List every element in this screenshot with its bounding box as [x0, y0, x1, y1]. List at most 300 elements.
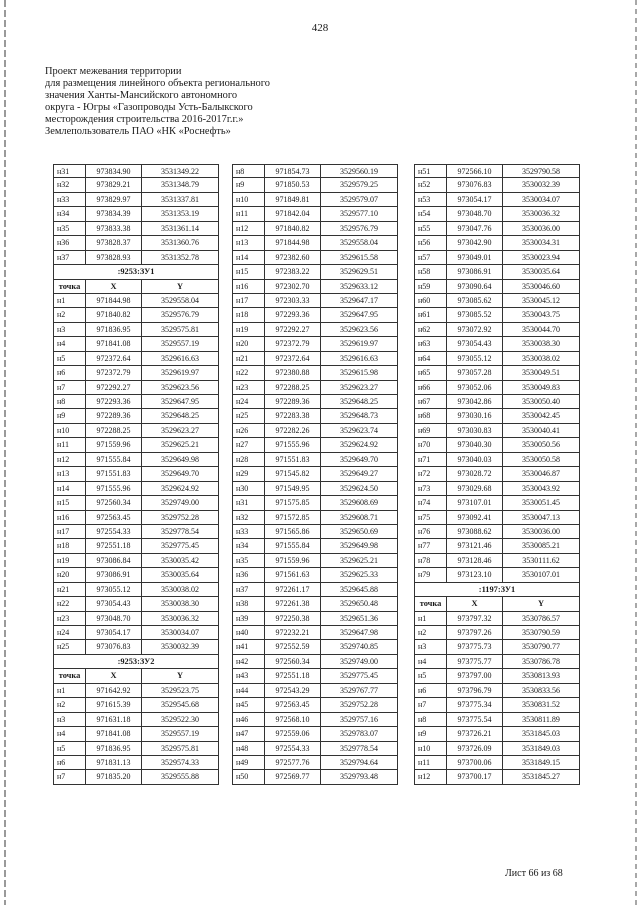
- x-coordinate: 972563.45: [86, 511, 142, 524]
- x-coordinate: 973828.37: [86, 236, 142, 249]
- table-row: [53, 308, 219, 322]
- point-label: н67: [415, 395, 447, 408]
- x-coordinate: 972568.10: [265, 713, 321, 726]
- point-label: н10: [415, 742, 447, 755]
- y-coordinate: 3529615.98: [340, 368, 378, 378]
- x-coordinate: 971575.85: [265, 496, 321, 509]
- x-coordinate: 972566.10: [447, 165, 503, 177]
- y-coordinate: 3529649.98: [340, 541, 378, 551]
- y-coordinate: 3529558.04: [340, 238, 378, 248]
- point-label: н34: [54, 207, 86, 220]
- table-row: [414, 554, 580, 568]
- y-coordinate: 3531353.19: [161, 209, 199, 219]
- x-coordinate: 973833.38: [86, 222, 142, 235]
- x-coordinate: 971840.82: [265, 222, 321, 235]
- point-label: н5: [415, 669, 447, 682]
- y-coordinate: 3529649.70: [340, 454, 378, 464]
- y-coordinate: 3529608.71: [340, 512, 378, 522]
- table-row: [232, 698, 398, 712]
- x-coordinate: 972559.06: [265, 727, 321, 740]
- y-coordinate: 3530032.39: [522, 180, 560, 190]
- heading-line: месторождения строительства 2016-2017г.г.»: [45, 114, 244, 126]
- x-coordinate: 971551.83: [265, 453, 321, 466]
- point-label: н50: [233, 770, 265, 783]
- point-label: н20: [54, 568, 86, 581]
- point-label: н2: [54, 308, 86, 321]
- y-coordinate: 3529778.54: [340, 743, 378, 753]
- x-coordinate: 972289.36: [86, 409, 142, 422]
- x-coordinate: 971561.63: [265, 568, 321, 581]
- y-coordinate: 3530038.02: [522, 353, 560, 363]
- x-coordinate: 973052.06: [447, 381, 503, 394]
- y-coordinate: 3529557.19: [161, 729, 199, 739]
- table-row: [53, 640, 219, 654]
- y-coordinate: 3529623.27: [340, 382, 378, 392]
- x-coordinate: 973030.16: [447, 409, 503, 422]
- x-coordinate: 972383.22: [265, 265, 321, 278]
- y-coordinate: 3529557.19: [161, 339, 199, 349]
- x-coordinate: 973042.86: [447, 395, 503, 408]
- table-row: [53, 453, 219, 467]
- point-label: н10: [54, 424, 86, 437]
- table-row: [414, 280, 580, 294]
- table-row: [414, 178, 580, 192]
- table-row: [53, 539, 219, 553]
- x-coordinate: 972372.64: [265, 352, 321, 365]
- table-row: [414, 756, 580, 770]
- x-coordinate: 973054.17: [86, 626, 142, 639]
- x-coordinate: 973123.10: [447, 568, 503, 581]
- table-row: [53, 207, 219, 221]
- y-coordinate: 3529649.70: [161, 469, 199, 479]
- y-coordinate: 3529752.28: [161, 512, 199, 522]
- x-coordinate: 972293.36: [265, 308, 321, 321]
- point-label: н31: [233, 496, 265, 509]
- x-coordinate: 973090.64: [447, 280, 503, 293]
- table-row: [53, 626, 219, 640]
- y-coordinate: 3529647.17: [340, 295, 378, 305]
- point-label: н15: [54, 496, 86, 509]
- y-coordinate: 3529647.95: [340, 310, 378, 320]
- point-label: н53: [415, 193, 447, 206]
- point-label: н17: [54, 525, 86, 538]
- x-coordinate: 972552.59: [265, 640, 321, 653]
- y-coordinate: 3529579.25: [340, 180, 378, 190]
- x-coordinate: 973107.01: [447, 496, 503, 509]
- header-point: точка: [415, 597, 447, 610]
- x-coordinate: 971836.95: [86, 742, 142, 755]
- point-label: н77: [415, 539, 447, 552]
- table-row: [414, 193, 580, 207]
- y-coordinate: 3530050.56: [522, 440, 560, 450]
- point-label: н8: [415, 713, 447, 726]
- x-coordinate: 973054.43: [447, 337, 503, 350]
- point-label: н3: [415, 640, 447, 653]
- x-coordinate: 973040.03: [447, 453, 503, 466]
- y-coordinate: 3529625.33: [340, 570, 378, 580]
- x-coordinate: 971555.96: [265, 438, 321, 451]
- table-row: [414, 655, 580, 669]
- point-label: н18: [233, 308, 265, 321]
- y-coordinate: 3529793.48: [340, 772, 378, 782]
- x-coordinate: 972554.33: [86, 525, 142, 538]
- table-row: [53, 742, 219, 756]
- y-coordinate: 3529783.07: [340, 729, 378, 739]
- x-coordinate: 973028.72: [447, 467, 503, 480]
- table-row: [53, 554, 219, 568]
- y-coordinate: 3529624.92: [340, 440, 378, 450]
- y-coordinate: 3529619.97: [161, 368, 199, 378]
- table-row: [232, 568, 398, 582]
- point-label: н62: [415, 323, 447, 336]
- table-row: [414, 612, 580, 626]
- table-row: [232, 323, 398, 337]
- x-coordinate: 972302.70: [265, 280, 321, 293]
- y-coordinate: 3529575.81: [161, 743, 199, 753]
- y-coordinate: 3529625.21: [161, 440, 199, 450]
- y-coordinate: 3530049.83: [522, 382, 560, 392]
- y-coordinate: 3530050.58: [522, 454, 560, 464]
- section-title: :1197:ЗУ1: [414, 583, 580, 597]
- x-coordinate: 973047.76: [447, 222, 503, 235]
- point-label: н8: [54, 395, 86, 408]
- y-coordinate: 3529623.56: [161, 382, 199, 392]
- x-coordinate: 971572.85: [265, 511, 321, 524]
- heading-line: для размещения линейного объекта регионального: [45, 78, 270, 90]
- table-row: [414, 251, 580, 265]
- table-row: [232, 409, 398, 423]
- point-label: н2: [54, 698, 86, 711]
- x-coordinate: 972250.38: [265, 612, 321, 625]
- x-coordinate: 972551.18: [265, 669, 321, 682]
- x-coordinate: 973055.12: [447, 352, 503, 365]
- table-row: [53, 294, 219, 308]
- x-coordinate: 971831.13: [86, 756, 142, 769]
- y-coordinate: 3529650.48: [340, 599, 378, 609]
- point-label: н6: [54, 756, 86, 769]
- page-number: 428: [311, 22, 329, 34]
- table-row: [53, 164, 219, 178]
- table-row: [53, 684, 219, 698]
- y-coordinate: 3529577.10: [340, 209, 378, 219]
- y-coordinate: 3530036.00: [522, 526, 560, 536]
- point-label: н17: [233, 294, 265, 307]
- x-coordinate: 971849.81: [265, 193, 321, 206]
- y-coordinate: 3530036.32: [522, 209, 560, 219]
- x-coordinate: 973829.21: [86, 178, 142, 191]
- table-row: [53, 756, 219, 770]
- point-label: н76: [415, 525, 447, 538]
- point-label: н12: [415, 770, 447, 783]
- x-coordinate: 973700.06: [447, 756, 503, 769]
- y-coordinate: 3529794.64: [340, 757, 378, 767]
- y-coordinate: 3529616.63: [161, 353, 199, 363]
- x-coordinate: 972288.25: [86, 424, 142, 437]
- coordinates-table-column-1: [53, 164, 219, 785]
- point-label: н71: [415, 453, 447, 466]
- point-label: н9: [54, 409, 86, 422]
- y-coordinate: 3530786.57: [522, 613, 560, 623]
- table-row: [414, 395, 580, 409]
- y-coordinate: 3531360.76: [161, 238, 199, 248]
- table-row: [232, 669, 398, 683]
- table-row: [414, 727, 580, 741]
- x-coordinate: 971631.18: [86, 713, 142, 726]
- table-row: [232, 294, 398, 308]
- table-row: [232, 640, 398, 654]
- point-label: н22: [54, 597, 86, 610]
- x-coordinate: 972372.79: [265, 337, 321, 350]
- point-label: н7: [415, 698, 447, 711]
- x-coordinate: 973092.41: [447, 511, 503, 524]
- y-coordinate: 3529649.27: [340, 469, 378, 479]
- y-coordinate: 3531849.15: [522, 757, 560, 767]
- table-row: [53, 597, 219, 611]
- y-coordinate: 3529579.07: [340, 194, 378, 204]
- point-label: н23: [54, 612, 86, 625]
- point-label: н45: [233, 698, 265, 711]
- y-coordinate: 3529624.92: [161, 483, 199, 493]
- point-label: н9: [415, 727, 447, 740]
- y-coordinate: 3529645.88: [340, 584, 378, 594]
- point-label: н35: [54, 222, 86, 235]
- y-coordinate: 3529575.81: [161, 324, 199, 334]
- point-label: н19: [233, 323, 265, 336]
- point-label: н29: [233, 467, 265, 480]
- table-row: [414, 525, 580, 539]
- y-coordinate: 3530046.87: [522, 469, 560, 479]
- heading-line: Землепользователь ПАО «НК «Роснефть»: [45, 126, 231, 138]
- table-row: [414, 482, 580, 496]
- y-coordinate: 3529623.56: [340, 324, 378, 334]
- table-row: [414, 568, 580, 582]
- y-coordinate: 3530045.12: [522, 295, 560, 305]
- y-coordinate: 3530833.56: [522, 685, 560, 695]
- table-row: [232, 539, 398, 553]
- table-row: [414, 366, 580, 380]
- point-label: н47: [233, 727, 265, 740]
- point-label: н32: [54, 178, 86, 191]
- y-coordinate: 3529647.98: [340, 628, 378, 637]
- point-label: н25: [54, 640, 86, 653]
- point-label: н51: [415, 165, 447, 177]
- y-coordinate: 3529619.97: [340, 339, 378, 349]
- table-row: [232, 525, 398, 539]
- table-row: [232, 438, 398, 452]
- point-label: н41: [233, 640, 265, 653]
- document-heading: [45, 66, 345, 139]
- x-coordinate: 973828.93: [86, 251, 142, 264]
- x-coordinate: 973088.62: [447, 525, 503, 538]
- y-coordinate: 3530035.64: [161, 570, 199, 580]
- x-coordinate: 973834.90: [86, 165, 142, 177]
- point-label: н72: [415, 467, 447, 480]
- point-label: н23: [233, 381, 265, 394]
- header-point: точка: [54, 280, 86, 293]
- x-coordinate: 971836.95: [86, 323, 142, 336]
- x-coordinate: 973030.83: [447, 424, 503, 437]
- table-row: [414, 438, 580, 452]
- x-coordinate: 973726.09: [447, 742, 503, 755]
- y-coordinate: 3529576.79: [340, 223, 378, 233]
- point-label: н24: [54, 626, 86, 639]
- x-coordinate: 973029.68: [447, 482, 503, 495]
- x-coordinate: 971555.96: [86, 482, 142, 495]
- x-coordinate: 973055.12: [86, 583, 142, 596]
- point-label: н3: [54, 323, 86, 336]
- table-row: [232, 511, 398, 525]
- x-coordinate: 971642.92: [86, 684, 142, 697]
- y-coordinate: 3530047.13: [522, 512, 560, 522]
- x-coordinate: 972293.36: [86, 395, 142, 408]
- table-row: [232, 756, 398, 770]
- table-row: [232, 496, 398, 510]
- table-row: [414, 352, 580, 366]
- table-row: [232, 655, 398, 669]
- table-row: [414, 742, 580, 756]
- point-label: н10: [233, 193, 265, 206]
- y-coordinate: 3530107.01: [522, 570, 560, 580]
- x-coordinate: 971854.73: [265, 165, 321, 177]
- y-coordinate: 3530036.32: [161, 613, 199, 623]
- point-label: н27: [233, 438, 265, 451]
- point-label: н43: [233, 669, 265, 682]
- point-label: н75: [415, 511, 447, 524]
- y-coordinate: 3530044.70: [522, 324, 560, 334]
- x-coordinate: 972283.38: [265, 409, 321, 422]
- table-row: [414, 626, 580, 640]
- point-label: н60: [415, 294, 447, 307]
- point-label: н13: [54, 467, 86, 480]
- y-coordinate: 3529790.58: [522, 167, 560, 176]
- x-coordinate: 973048.70: [86, 612, 142, 625]
- heading-line: значения Ханты-Мансийского автономного: [45, 90, 238, 102]
- y-coordinate: 3530038.02: [161, 584, 199, 594]
- y-coordinate: 3529648.25: [161, 411, 199, 421]
- point-label: н36: [233, 568, 265, 581]
- y-coordinate: 3530040.41: [522, 425, 560, 435]
- point-label: н20: [233, 337, 265, 350]
- y-coordinate: 3529647.95: [161, 397, 199, 406]
- x-coordinate: 972303.33: [265, 294, 321, 307]
- x-coordinate: 973040.30: [447, 438, 503, 451]
- table-row: [53, 713, 219, 727]
- point-label: н48: [233, 742, 265, 755]
- point-label: н33: [54, 193, 86, 206]
- x-coordinate: 972380.88: [265, 366, 321, 379]
- y-coordinate: 3530811.89: [522, 714, 560, 724]
- x-coordinate: 973797.32: [447, 612, 503, 625]
- x-coordinate: 971842.04: [265, 207, 321, 220]
- coordinates-table-column-3: [414, 164, 580, 785]
- table-row: [232, 453, 398, 467]
- point-label: н6: [54, 366, 86, 379]
- header-x: X: [86, 669, 142, 682]
- heading-line: округа - Югры «Газопроводы Усть-Балыкского: [45, 102, 253, 114]
- table-row: [53, 323, 219, 337]
- header-point: точка: [54, 669, 86, 682]
- point-label: н11: [233, 207, 265, 220]
- y-coordinate: 3531845.03: [522, 729, 560, 739]
- y-coordinate: 3529648.25: [340, 397, 378, 406]
- x-coordinate: 973796.79: [447, 684, 503, 697]
- point-label: н35: [233, 554, 265, 567]
- x-coordinate: 971835.20: [86, 770, 142, 783]
- x-coordinate: 973076.83: [86, 640, 142, 653]
- x-coordinate: 972292.27: [265, 323, 321, 336]
- point-label: н37: [54, 251, 86, 264]
- table-row: [414, 265, 580, 279]
- x-coordinate: 973829.97: [86, 193, 142, 206]
- y-coordinate: 3531352.78: [161, 252, 199, 262]
- x-coordinate: 971844.98: [265, 236, 321, 249]
- x-coordinate: 972261.17: [265, 583, 321, 596]
- point-label: н73: [415, 482, 447, 495]
- table-row: [414, 713, 580, 727]
- x-coordinate: 973128.46: [447, 554, 503, 567]
- table-row: [414, 337, 580, 351]
- y-coordinate: 3530034.07: [161, 628, 199, 637]
- point-label: н11: [54, 438, 86, 451]
- y-coordinate: 3529623.74: [340, 425, 378, 435]
- y-coordinate: 3529616.63: [340, 353, 378, 363]
- x-coordinate: 971840.82: [86, 308, 142, 321]
- table-row: [53, 222, 219, 236]
- point-label: н79: [415, 568, 447, 581]
- table-row: [232, 554, 398, 568]
- point-label: н12: [233, 222, 265, 235]
- y-coordinate: 3529608.69: [340, 498, 378, 508]
- table-row: [53, 583, 219, 597]
- table-row: [232, 482, 398, 496]
- point-label: н66: [415, 381, 447, 394]
- point-label: н40: [233, 626, 265, 639]
- table-row: [414, 684, 580, 698]
- y-coordinate: 3530035.42: [161, 555, 199, 565]
- x-coordinate: 972292.27: [86, 381, 142, 394]
- coordinates-table-column-2: [232, 164, 398, 785]
- x-coordinate: 973049.01: [447, 251, 503, 264]
- point-label: н61: [415, 308, 447, 321]
- point-label: н6: [415, 684, 447, 697]
- table-row: [414, 236, 580, 250]
- x-coordinate: 971549.95: [265, 482, 321, 495]
- table-row: [232, 583, 398, 597]
- y-coordinate: 3530051.45: [522, 498, 560, 508]
- table-row: [414, 308, 580, 322]
- table-row: [232, 424, 398, 438]
- table-header-row: [414, 597, 580, 611]
- x-coordinate: 973054.17: [447, 193, 503, 206]
- y-coordinate: 3530085.21: [522, 541, 560, 551]
- point-label: н4: [54, 337, 86, 350]
- point-label: н46: [233, 713, 265, 726]
- table-row: [53, 612, 219, 626]
- x-coordinate: 971551.83: [86, 467, 142, 480]
- table-row: [232, 207, 398, 221]
- table-row: [414, 511, 580, 525]
- table-row: [53, 236, 219, 250]
- y-coordinate: 3529523.75: [161, 685, 199, 695]
- point-label: н33: [233, 525, 265, 538]
- y-coordinate: 3529576.79: [161, 310, 199, 320]
- table-row: [232, 713, 398, 727]
- table-row: [232, 742, 398, 756]
- y-coordinate: 3530831.52: [522, 700, 560, 710]
- y-coordinate: 3529651.36: [340, 613, 378, 623]
- point-label: н4: [415, 655, 447, 668]
- x-coordinate: 973076.83: [447, 178, 503, 191]
